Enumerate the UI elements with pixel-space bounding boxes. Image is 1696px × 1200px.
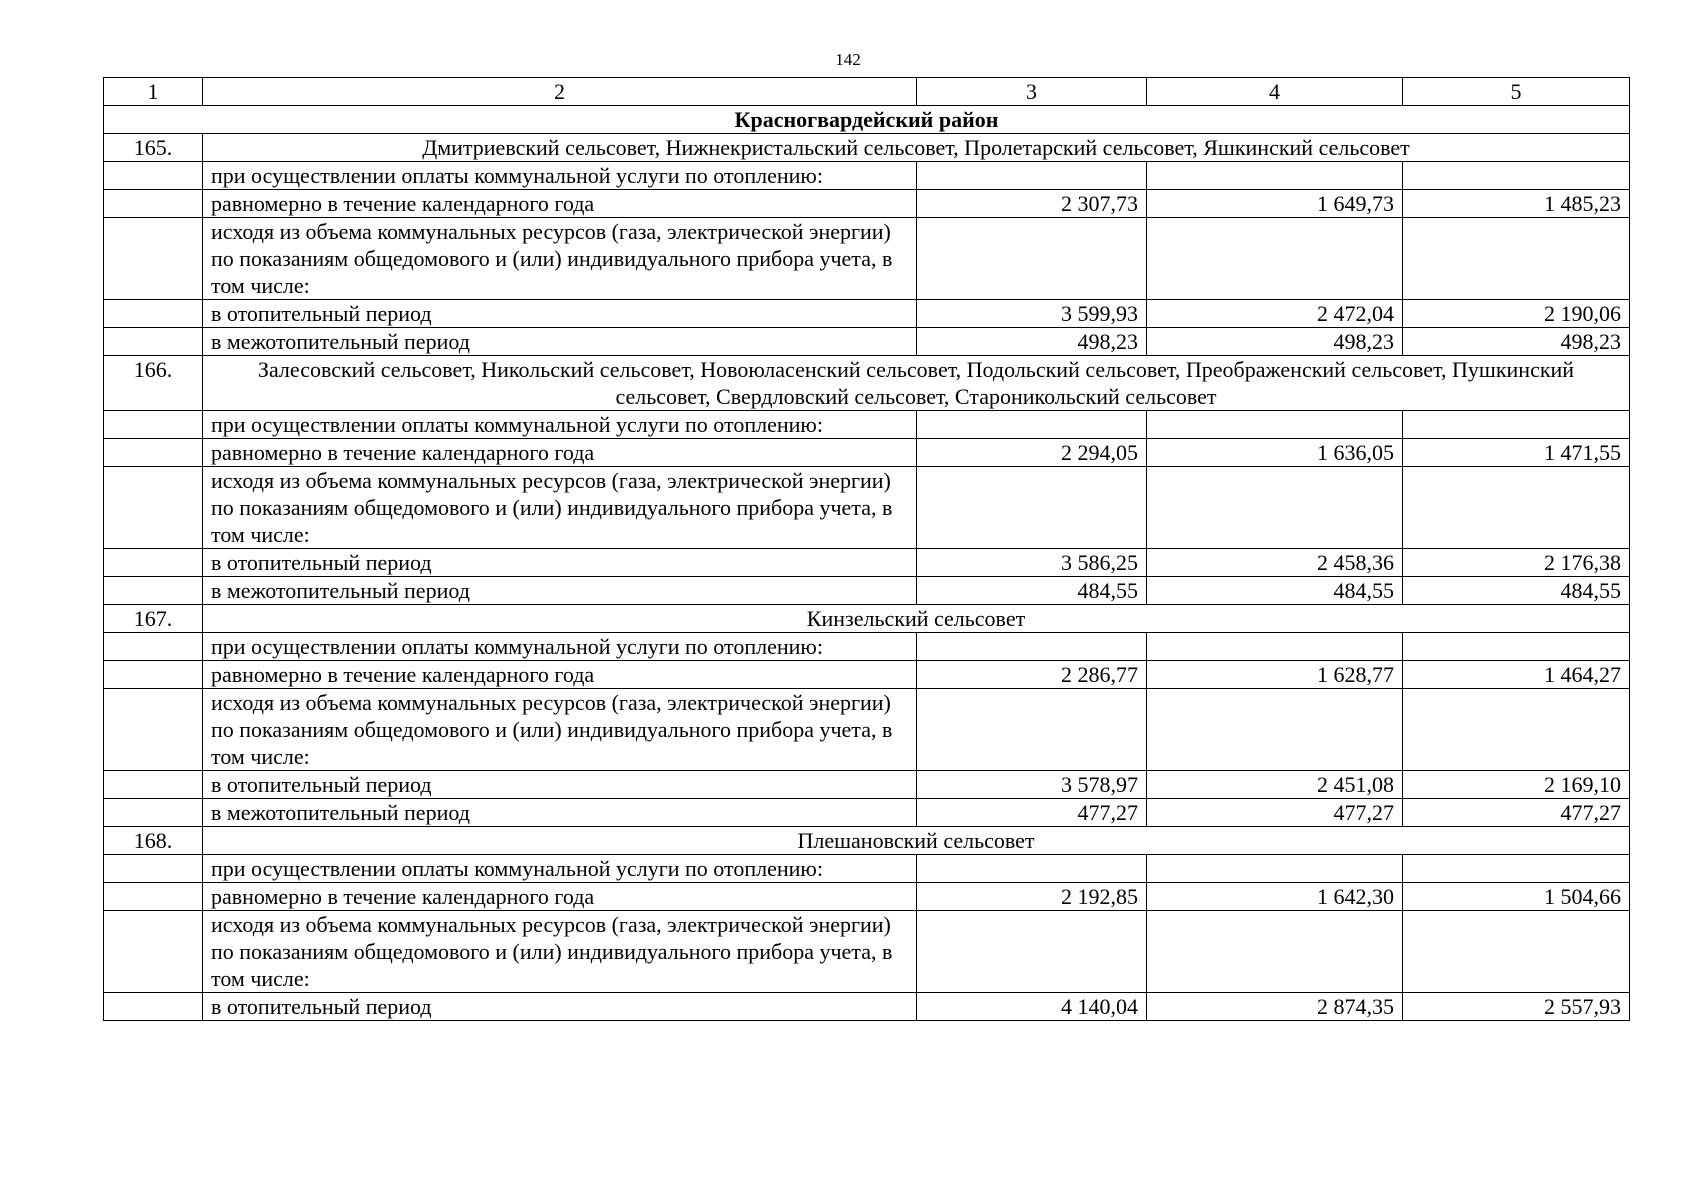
value-cell-col3: 2 192,85 bbox=[917, 883, 1147, 911]
table-row bbox=[104, 771, 1630, 799]
value-cell-col5: 498,23 bbox=[1403, 328, 1630, 356]
section-number: 166. bbox=[104, 356, 203, 411]
section-title: Дмитриевский сельсовет, Нижнекристальский сельсовет, Пролетарский сельсовет, Яшкинский сельсовет bbox=[203, 134, 1630, 162]
section-title: Кинзельский сельсовет bbox=[203, 605, 1630, 633]
table-row bbox=[104, 162, 1630, 190]
row-label: в отопительный период bbox=[203, 771, 917, 799]
table-row bbox=[104, 549, 1630, 577]
column-header-1: 1 bbox=[104, 78, 203, 106]
value-cell-col5: 2 176,38 bbox=[1403, 549, 1630, 577]
row-label: в отопительный период bbox=[203, 549, 917, 577]
value-cell-col3: 484,55 bbox=[917, 577, 1147, 605]
value-cell-col5 bbox=[1403, 467, 1630, 549]
table-row bbox=[104, 300, 1630, 328]
row-label: в отопительный период bbox=[203, 300, 917, 328]
row-label: при осуществлении оплаты коммунальной услуги по отоплению: bbox=[203, 855, 917, 883]
table-row bbox=[104, 328, 1630, 356]
page-number: 142 bbox=[835, 50, 861, 69]
table-row bbox=[104, 689, 1630, 771]
value-cell-col3: 2 286,77 bbox=[917, 661, 1147, 689]
value-cell-col4 bbox=[1147, 633, 1403, 661]
value-cell-col5 bbox=[1403, 218, 1630, 300]
value-cell-col3 bbox=[917, 689, 1147, 771]
value-cell-col5: 477,27 bbox=[1403, 799, 1630, 827]
table-body bbox=[104, 78, 1630, 1021]
value-cell-col5: 2 557,93 bbox=[1403, 993, 1630, 1021]
index-cell bbox=[104, 855, 203, 883]
row-label: при осуществлении оплаты коммунальной услуги по отоплению: bbox=[203, 411, 917, 439]
table-row bbox=[104, 190, 1630, 218]
value-cell-col3 bbox=[917, 633, 1147, 661]
value-cell-col3: 498,23 bbox=[917, 328, 1147, 356]
section-row bbox=[104, 827, 1630, 855]
row-label: при осуществлении оплаты коммунальной услуги по отоплению: bbox=[203, 633, 917, 661]
value-cell-col3: 3 578,97 bbox=[917, 771, 1147, 799]
value-cell-col5 bbox=[1403, 855, 1630, 883]
index-cell bbox=[104, 577, 203, 605]
index-cell bbox=[104, 328, 203, 356]
index-cell bbox=[104, 300, 203, 328]
value-cell-col5 bbox=[1403, 162, 1630, 190]
column-header-3: 3 bbox=[917, 78, 1147, 106]
value-cell-col3 bbox=[917, 411, 1147, 439]
table-row bbox=[104, 883, 1630, 911]
index-cell bbox=[104, 993, 203, 1021]
value-cell-col4: 2 458,36 bbox=[1147, 549, 1403, 577]
value-cell-col4: 2 472,04 bbox=[1147, 300, 1403, 328]
section-title: Плешановский сельсовет bbox=[203, 827, 1630, 855]
value-cell-col5 bbox=[1403, 411, 1630, 439]
section-title: Залесовский сельсовет, Никольский сельсовет, Новоюласенский сельсовет, Подольский сельсовет, Преображенский сельсовет, Пушкинский сельсовет, Свердловский сельсовет, Староникольский сельсовет bbox=[203, 356, 1630, 411]
table-row bbox=[104, 633, 1630, 661]
value-cell-col3 bbox=[917, 855, 1147, 883]
value-cell-col5: 1 471,55 bbox=[1403, 439, 1630, 467]
value-cell-col4 bbox=[1147, 467, 1403, 549]
value-cell-col3: 3 586,25 bbox=[917, 549, 1147, 577]
tariff-table bbox=[103, 77, 1630, 1021]
index-cell bbox=[104, 162, 203, 190]
row-label: равномерно в течение календарного года bbox=[203, 883, 917, 911]
row-label: исходя из объема коммунальных ресурсов (газа, электрической энергии) по показаниям общедомового и (или) индивидуального прибора учета, в том числе: bbox=[203, 689, 917, 771]
value-cell-col3 bbox=[917, 911, 1147, 993]
section-number: 165. bbox=[104, 134, 203, 162]
value-cell-col4 bbox=[1147, 911, 1403, 993]
row-label: равномерно в течение календарного года bbox=[203, 439, 917, 467]
column-header-4: 4 bbox=[1147, 78, 1403, 106]
index-cell bbox=[104, 799, 203, 827]
value-cell-col4: 1 636,05 bbox=[1147, 439, 1403, 467]
value-cell-col4 bbox=[1147, 689, 1403, 771]
table-row bbox=[104, 218, 1630, 300]
table-row bbox=[104, 993, 1630, 1021]
value-cell-col3 bbox=[917, 162, 1147, 190]
region-row bbox=[104, 106, 1630, 134]
index-cell bbox=[104, 439, 203, 467]
table-row bbox=[104, 467, 1630, 549]
section-number: 168. bbox=[104, 827, 203, 855]
value-cell-col5 bbox=[1403, 911, 1630, 993]
value-cell-col3 bbox=[917, 218, 1147, 300]
column-header-2: 2 bbox=[203, 78, 917, 106]
column-header-5: 5 bbox=[1403, 78, 1630, 106]
row-label: при осуществлении оплаты коммунальной услуги по отоплению: bbox=[203, 162, 917, 190]
value-cell-col3: 3 599,93 bbox=[917, 300, 1147, 328]
row-label: в отопительный период bbox=[203, 993, 917, 1021]
value-cell-col3 bbox=[917, 467, 1147, 549]
index-cell bbox=[104, 218, 203, 300]
index-cell bbox=[104, 633, 203, 661]
table-row bbox=[104, 411, 1630, 439]
row-label: исходя из объема коммунальных ресурсов (газа, электрической энергии) по показаниям общедомового и (или) индивидуального прибора учета, в том числе: bbox=[203, 467, 917, 549]
index-cell bbox=[104, 549, 203, 577]
table-row bbox=[104, 799, 1630, 827]
index-cell bbox=[104, 689, 203, 771]
index-cell bbox=[104, 661, 203, 689]
index-cell bbox=[104, 771, 203, 799]
index-cell bbox=[104, 411, 203, 439]
section-row bbox=[104, 356, 1630, 411]
value-cell-col4 bbox=[1147, 855, 1403, 883]
table-row bbox=[104, 439, 1630, 467]
value-cell-col5: 484,55 bbox=[1403, 577, 1630, 605]
value-cell-col4: 2 874,35 bbox=[1147, 993, 1403, 1021]
section-number: 167. bbox=[104, 605, 203, 633]
index-cell bbox=[104, 467, 203, 549]
index-cell bbox=[104, 190, 203, 218]
value-cell-col4 bbox=[1147, 411, 1403, 439]
table-row bbox=[104, 911, 1630, 993]
table-row bbox=[104, 577, 1630, 605]
row-label: равномерно в течение календарного года bbox=[203, 190, 917, 218]
table-row bbox=[104, 855, 1630, 883]
value-cell-col5: 1 464,27 bbox=[1403, 661, 1630, 689]
header-row bbox=[104, 78, 1630, 106]
value-cell-col5: 1 485,23 bbox=[1403, 190, 1630, 218]
index-cell bbox=[104, 911, 203, 993]
value-cell-col4: 1 628,77 bbox=[1147, 661, 1403, 689]
value-cell-col3: 4 140,04 bbox=[917, 993, 1147, 1021]
value-cell-col4: 2 451,08 bbox=[1147, 771, 1403, 799]
value-cell-col4: 477,27 bbox=[1147, 799, 1403, 827]
value-cell-col4: 1 649,73 bbox=[1147, 190, 1403, 218]
value-cell-col5: 1 504,66 bbox=[1403, 883, 1630, 911]
value-cell-col4 bbox=[1147, 162, 1403, 190]
value-cell-col4 bbox=[1147, 218, 1403, 300]
row-label: в межотопительный период bbox=[203, 328, 917, 356]
row-label: равномерно в течение календарного года bbox=[203, 661, 917, 689]
value-cell-col3: 2 307,73 bbox=[917, 190, 1147, 218]
row-label: в межотопительный период bbox=[203, 799, 917, 827]
value-cell-col5: 2 169,10 bbox=[1403, 771, 1630, 799]
value-cell-col4: 498,23 bbox=[1147, 328, 1403, 356]
row-label: исходя из объема коммунальных ресурсов (газа, электрической энергии) по показаниям общедомового и (или) индивидуального прибора учета, в том числе: bbox=[203, 218, 917, 300]
section-row bbox=[104, 134, 1630, 162]
row-label: в межотопительный период bbox=[203, 577, 917, 605]
index-cell bbox=[104, 883, 203, 911]
value-cell-col4: 1 642,30 bbox=[1147, 883, 1403, 911]
value-cell-col4: 484,55 bbox=[1147, 577, 1403, 605]
value-cell-col5 bbox=[1403, 633, 1630, 661]
table-row bbox=[104, 661, 1630, 689]
value-cell-col5 bbox=[1403, 689, 1630, 771]
value-cell-col3: 2 294,05 bbox=[917, 439, 1147, 467]
value-cell-col3: 477,27 bbox=[917, 799, 1147, 827]
row-label: исходя из объема коммунальных ресурсов (газа, электрической энергии) по показаниям общедомового и (или) индивидуального прибора учета, в том числе: bbox=[203, 911, 917, 993]
section-row bbox=[104, 605, 1630, 633]
region-title: Красногвардейский район bbox=[104, 106, 1630, 134]
value-cell-col5: 2 190,06 bbox=[1403, 300, 1630, 328]
